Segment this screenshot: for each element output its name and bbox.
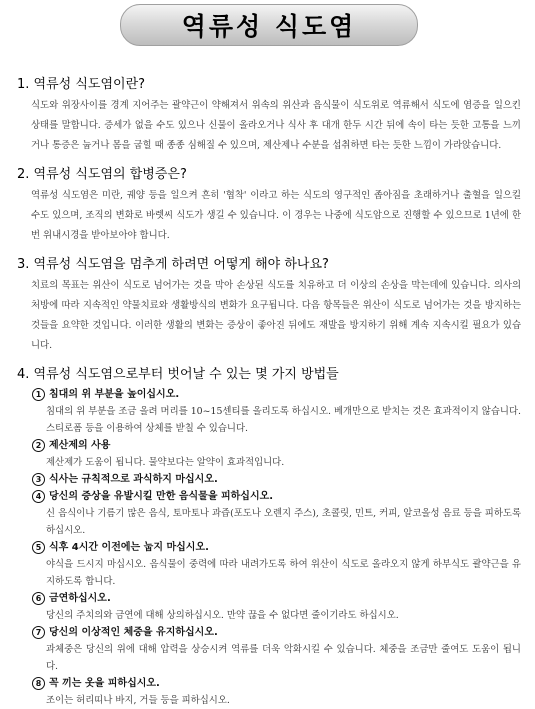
section-methods (0, 366, 535, 709)
tip-title-text: 제산제의 사용 (49, 440, 111, 451)
tip-body: 과체중은 당신의 위에 대해 압력을 상승시켜 역류를 더욱 악화시킬 수 있습니다. 체중을 조금만 줄여도 도움이 됩니다. (46, 644, 521, 672)
tip-title-text: 당신의 이상적인 체중을 유지하십시오. (49, 627, 218, 638)
tip-title-text: 금연하십시오. (49, 593, 111, 604)
section-definition (0, 76, 535, 156)
circled-number: 6 (32, 592, 45, 605)
circled-number: 5 (32, 541, 45, 554)
tip-title (32, 471, 535, 488)
section-complications (0, 166, 535, 246)
tip-title-text: 식후 4시간 이전에는 눕지 마십시오. (49, 542, 209, 553)
tip-title-text: 식사는 규칙적으로 과식하지 마십시오. (49, 474, 218, 485)
circled-number: 3 (32, 473, 45, 486)
tip-body: 제산제가 도움이 됩니다. 물약보다는 알약이 효과적입니다. (46, 457, 285, 468)
tip-title (32, 675, 535, 692)
section-treatment (0, 256, 535, 356)
title-banner (120, 4, 418, 46)
circled-number: 2 (32, 439, 45, 452)
circled-number: 7 (32, 626, 45, 639)
document-content (0, 76, 535, 709)
page-title: 역류성 식도염 (181, 12, 357, 41)
circled-number: 1 (32, 388, 45, 401)
section-heading: 4. 역류성 식도염으로부터 벗어날 수 있는 몇 가지 방법들 (17, 367, 339, 382)
section-paragraph: 치료의 목표는 위산이 식도로 넘어가는 것을 막아 손상된 식도를 치유하고 더 이상의 손상을 막는데에 있습니다. 의사의 처방에 따라 지속적인 약물치료와 생활방식의 변화가 요구됩니다. 다음 항목들은 위산이 식도로 넘어가는 것을 방지하는 것들을 요약한 것입니다. 이러한 생활의 변화는 증상이 좋아진 뒤에도 재발을 방지하기 위해 계속 지속시킬 필요가 있습니다. (31, 280, 521, 351)
circled-number: 4 (32, 490, 45, 503)
tip-body: 조이는 허리띠나 바지, 거들 등을 피하십시오. (46, 695, 230, 706)
section-paragraph: 식도와 위장사이를 경계 지어주는 괄약근이 약해져서 위속의 위산과 음식물이 식도위로 역류해서 식도에 염증을 일으킨 상태를 말합니다. 증세가 없을 수도 있으나 신물이 올라오거나 식사 후 대개 한두 시간 뒤에 속이 타는 듯한 고통을 느끼거나 통증은 눕거나 몸을 굽힐 때 종종 심해질 수 있으며, 제산제나 수분을 섭취하면 타는 듯한 느낌이 가라앉습니다. (31, 100, 521, 151)
tip-title (32, 590, 535, 607)
tip-title (32, 488, 535, 505)
tip-body: 신 음식이나 기름기 많은 음식, 토마토나 과즙(포도나 오렌지 주스), 초콜릿, 민트, 커피, 알코올성 음료 등을 피하도록 하십시오. (46, 508, 521, 536)
section-paragraph: 역류성 식도염은 미란, 궤양 등을 일으켜 흔히 '협착' 이라고 하는 식도의 영구적인 좁아짐을 초래하거나 출혈을 일으킬 수도 있으며, 조직의 변화로 바렛씨 식도가 생길 수 있습니다. 이 경우는 나중에 식도암으로 진행할 수 있으므로 1년에 한번 위내시경을 받아보아야 합니다. (31, 190, 521, 241)
tip-title-text: 당신의 증상을 유발시킬 만한 음식물을 피하십시오. (49, 491, 274, 502)
tip-body: 침대의 위 부분을 조금 올려 머리를 10~15센티를 올리도록 하십시오. 베개만으로 받치는 것은 효과적이지 않습니다. 스티로폼 등을 이용하여 상체를 받칠 수 있습니다. (46, 406, 521, 434)
tip-title-text: 꼭 끼는 옷을 피하십시오. (49, 678, 160, 689)
tip-title (32, 624, 535, 641)
section-heading: 1. 역류성 식도염이란? (17, 77, 146, 92)
tip-title (32, 437, 535, 454)
tip-title-text: 침대의 위 부분을 높이십시오. (49, 389, 180, 400)
section-heading: 3. 역류성 식도염을 멈추게 하려면 어떻게 해야 하나요? (17, 257, 329, 272)
tip-body: 당신의 주치의와 금연에 대해 상의하십시오. 만약 끊을 수 없다면 줄이기라도 하십시오. (46, 610, 399, 621)
tip-title (32, 386, 535, 403)
tip-body: 야식을 드시지 마십시오. 음식물이 중력에 따라 내려가도록 하여 위산이 식도로 올라오지 않게 하부식도 괄약근을 유지하도록 합니다. (46, 559, 521, 587)
tip-title (32, 539, 535, 556)
section-heading: 2. 역류성 식도염의 합병증은? (17, 167, 187, 182)
circled-number: 8 (32, 677, 45, 690)
